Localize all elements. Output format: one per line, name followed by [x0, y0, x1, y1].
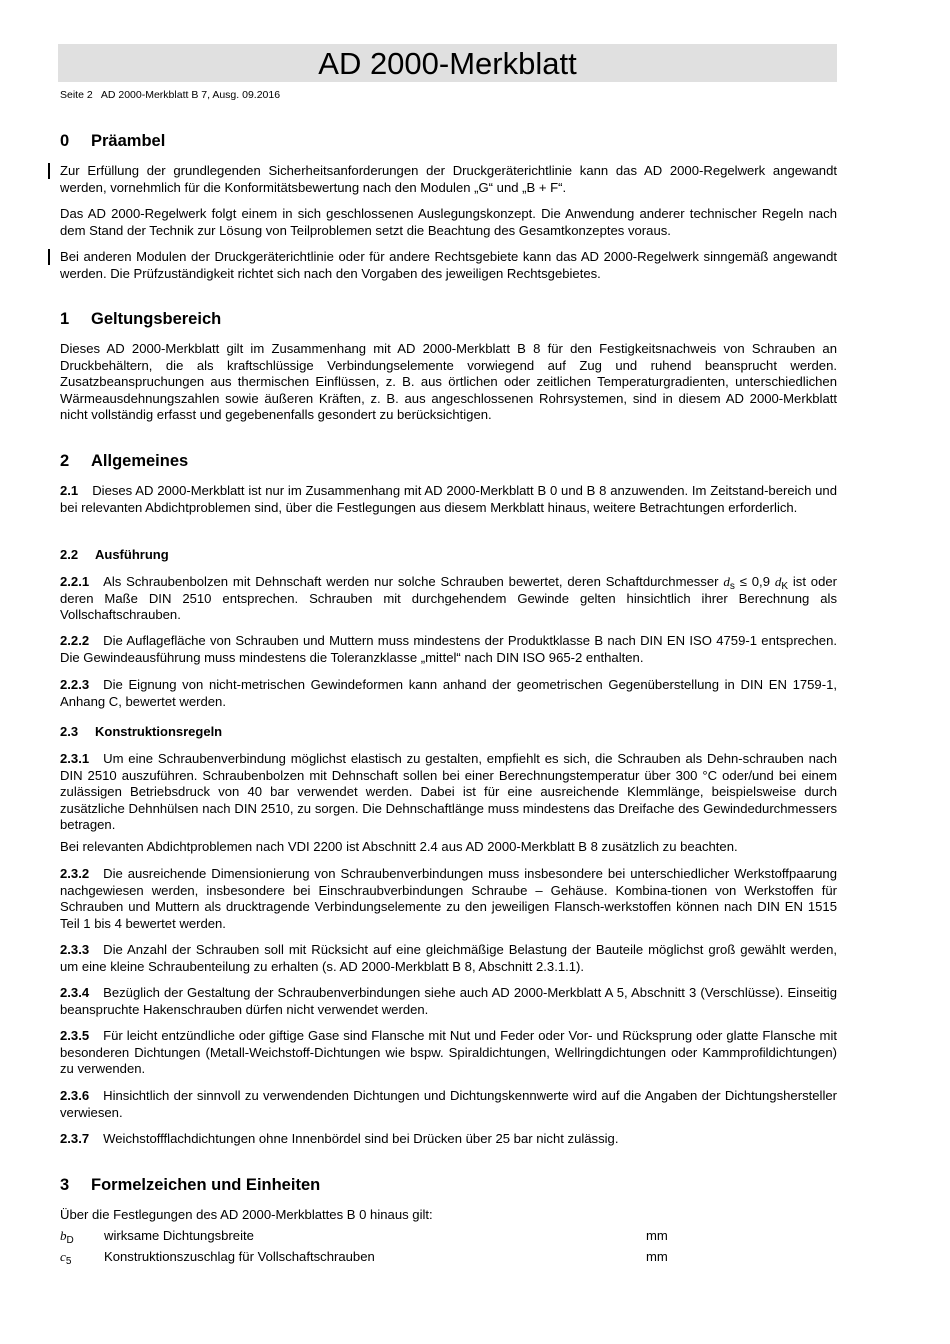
paragraph: Das AD 2000-Regelwerk folgt einem in sich geschlossenen Auslegungskonzept. Die Anwendung anderer technischer Regeln nach dem Stand der Technik zur Lösung von Teilproblemen setzt die Beachtung des Gesamtkonzeptes voraus.: [60, 206, 837, 238]
clause-text: Für leicht entzündliche oder giftige Gase sind Flansche mit Nut und Feder oder Vor- und Rücksprung oder glatte Flansche mit besonderen Dichtungen (Metall-Weichstoff-Dichtungen wie bspw. Spiraldichtungen, Wellringdichtungen oder Kammprofildichtungen) zu verwenden.: [60, 1028, 837, 1077]
clause-number: 2.3.7: [60, 1131, 90, 1146]
paragraph-2-2-3: [60, 677, 837, 710]
clause-number: 2.3.6: [60, 1088, 90, 1103]
page-info: Seite 2 AD 2000-Merkblatt B 7, Ausg. 09.2016: [60, 89, 281, 101]
paragraph-2-1: [60, 483, 837, 516]
paragraph-2-3-3: [60, 942, 837, 975]
change-bar: [48, 163, 50, 179]
paragraph-2-3-1: [60, 751, 837, 834]
paragraph-2-2-2: [60, 633, 837, 666]
symbol-description: wirksame Dichtungsbreite: [104, 1228, 254, 1243]
clause-number: 2.1: [60, 483, 79, 498]
clause-number: 2.3.2: [60, 866, 90, 881]
clause-number: 2.3.4: [60, 985, 90, 1000]
subsection-number: 2.2: [60, 547, 79, 562]
clause-text: Um eine Schraubenverbindung möglichst elastisch zu gestalten, empfiehlt es sich, die Schrauben als Dehn-schrauben nach DIN 2510 auszuführen. Schraubenbolzen mit Dehnschaft sollen bei einer Berechnungstemperatur über 300 °C oder/und bei einem zulässigen Betriebsdruck von 40 bar verwendet werden. Dabei ist für eine ausreichende Klemmlänge, beispielsweise durch zusätzliche Dehnhülsen nach DIN 2510, zu sorgen. Die Dehnschaftlänge muss mindestens das Dreifache des Gewindedurchmessers betragen.: [60, 751, 837, 833]
clause-number: 2.3.5: [60, 1028, 90, 1043]
symbol-row: [60, 1228, 837, 1246]
symbol-unit: mm: [646, 1249, 668, 1264]
section-2-heading: [60, 452, 188, 471]
document-title: AD 2000-Merkblatt: [58, 44, 837, 82]
section-3-heading: [60, 1176, 320, 1195]
clause-number: 2.3.1: [60, 751, 90, 766]
formula-subscript: s: [729, 581, 735, 592]
section-1-heading: [60, 310, 221, 329]
clause-text: ≤ 0,9: [734, 574, 775, 589]
clause-number: 2.3.3: [60, 942, 90, 957]
change-bar: [48, 249, 50, 265]
paragraph: Zur Erfüllung der grundlegenden Sicherheitsanforderungen der Druckgeräterichtlinie kann das AD 2000-Regelwerk angewandt werden, vornehmlich für die Konformitätsbewertung nach den Modulen „G“ und „B + F“.: [60, 163, 837, 195]
symbol-unit: mm: [646, 1228, 668, 1243]
subsection-number: 2.3: [60, 724, 79, 739]
clause-number: 2.2.1: [60, 574, 90, 589]
clause-number: 2.2.2: [60, 633, 90, 648]
clause-text: Hinsichtlich der sinnvoll zu verwendenden Dichtungen und Dichtungskennwerte wird auf die Angaben der Dichtungshersteller verwiesen.: [60, 1088, 837, 1120]
paragraph-2-3-6: [60, 1088, 837, 1121]
section-number: 1: [60, 310, 70, 328]
section-title: Präambel: [91, 132, 166, 150]
symbol-cell: [60, 1249, 71, 1265]
paragraph: Bei anderen Modulen der Druckgeräterichtlinie oder für andere Rechtsgebiete kann das AD 2000-Regelwerk sinngemäß angewandt werden. Die Prüfzuständigkeit richtet sich nach den Vorgaben des jeweiligen Rechtsgebietes.: [60, 249, 837, 281]
clause-text: Als Schraubenbolzen mit Dehnschaft werden nur solche Schrauben bewertet, deren Schaftdurchmesser: [103, 574, 719, 589]
clause-text: Die Eignung von nicht-metrischen Gewindeformen kann anhand der geometrischen Gegenüberstellung in DIN EN 1759-1, Anhang C, bewertet werden.: [60, 677, 837, 709]
clause-number: 2.2.3: [60, 677, 90, 692]
paragraph-2-3-2: [60, 866, 837, 932]
section-title: Allgemeines: [91, 452, 189, 470]
paragraph: Dieses AD 2000-Merkblatt gilt im Zusammenhang mit AD 2000-Merkblatt B 8 für den Festigkeitsnachweis von Schrauben an Druckbehältern, die als kraftschlüssige Verbindungselemente vorwiegend auf Zug und ruhend beansprucht werden. Zusatzbeanspruchungen aus thermischen Einflüssen, z. B. aus örtlichen oder zeitlichen Temperaturgradienten, unterschiedlichen Wärmeausdehnungszahlen sowie äußeren Kräften, z. B. aus angeschlossenen Rohrsystemen, sind in diesem AD 2000-Merkblatt nicht vollständig erfasst und gegebenenfalls gesondert zu berücksichtigen.: [60, 341, 837, 423]
section-number: 0: [60, 132, 70, 150]
formula-subscript: K: [781, 581, 789, 592]
section-0-heading: [60, 132, 165, 151]
paragraph: Bei relevanten Abdichtproblemen nach VDI 2200 ist Abschnitt 2.4 aus AD 2000-Merkblatt B 8 zusätzlich zu beachten.: [60, 839, 738, 854]
formula-symbol: b: [60, 1228, 67, 1243]
subsection-2-3-heading: [60, 724, 222, 739]
paragraph: Über die Festlegungen des AD 2000-Merkblattes B 0 hinaus gilt:: [60, 1207, 433, 1222]
formula-symbol: d: [774, 574, 782, 589]
section-title: Formelzeichen und Einheiten: [91, 1176, 321, 1194]
clause-text: Die ausreichende Dimensionierung von Schraubenverbindungen muss insbesondere bei unterschiedlicher Werkstoffpaarung nachgewiesen werden, insbesondere bei Einschraubverbindungen Schraube – Gehäuse. Kombina-tionen von Werkstoffen für Schrauben und Muttern als drucktragende Verbindungselemente zu den jeweiligen Flansch-werkstoffen können nach DIN EN 1515 Teil 1 bis 4 bewertet werden.: [60, 866, 837, 931]
subsection-title: Ausführung: [95, 547, 169, 562]
paragraph-2-2-1: [60, 574, 837, 624]
clause-text: Dieses AD 2000-Merkblatt ist nur im Zusammenhang mit AD 2000-Merkblatt B 0 und B 8 anzuwenden. Im Zeitstand-bereich und bei relevanten Abdichtproblemen sind, über die Festlegungen aus diesem Merkblatt hinaus, weitere Betrachtungen erforderlich.: [60, 483, 837, 515]
clause-text: Die Anzahl der Schrauben soll mit Rücksicht auf eine gleichmäßige Belastung der Bauteile möglichst groß gewählt werden, um eine kleine Schraubenteilung zu erhalten (s. AD 2000-Merkblatt B 8, Abschnitt 2.3.1.1).: [60, 942, 837, 974]
subsection-2-2-heading: [60, 547, 169, 562]
symbol-cell: [60, 1228, 74, 1244]
paragraph-2-3-7: [60, 1131, 837, 1148]
clause-text: ist oder deren Maße DIN 2510 entsprechen. Schrauben mit durchgehendem Gewinde gelten hinsichtlich ihrer Berechnung als Vollschaftschrauben.: [60, 574, 838, 623]
subsection-title: Konstruktionsregeln: [95, 724, 223, 739]
paragraph-2-3-5: [60, 1028, 837, 1078]
formula-subscript: D: [66, 1235, 74, 1246]
paragraph-2-3-4: [60, 985, 837, 1018]
formula-symbol: c: [60, 1249, 66, 1264]
formula-symbol: d: [723, 574, 730, 589]
symbol-row: [60, 1249, 837, 1267]
formula-subscript: 5: [65, 1256, 72, 1267]
clause-text: Bezüglich der Gestaltung der Schraubenverbindungen siehe auch AD 2000-Merkblatt A 5, Abschnitt 3 (Verschlüsse). Einseitig beanspruchte Hakenschrauben dürfen nicht verwendet werden.: [60, 985, 837, 1017]
symbol-description: Konstruktionszuschlag für Vollschaftschrauben: [104, 1249, 375, 1264]
clause-text: Weichstoffflachdichtungen ohne Innenbördel sind bei Drücken über 25 bar nicht zulässig.: [103, 1131, 619, 1146]
section-title: Geltungsbereich: [91, 310, 222, 328]
section-number: 3: [60, 1176, 70, 1194]
section-number: 2: [60, 452, 70, 470]
clause-text: Die Auflagefläche von Schrauben und Muttern muss mindestens der Produktklasse B nach DIN EN ISO 4759-1 entsprechen. Die Gewindeausführung muss mindestens die Toleranzklasse „mittel“ nach DIN ISO 965-2 enthalten.: [60, 633, 837, 665]
